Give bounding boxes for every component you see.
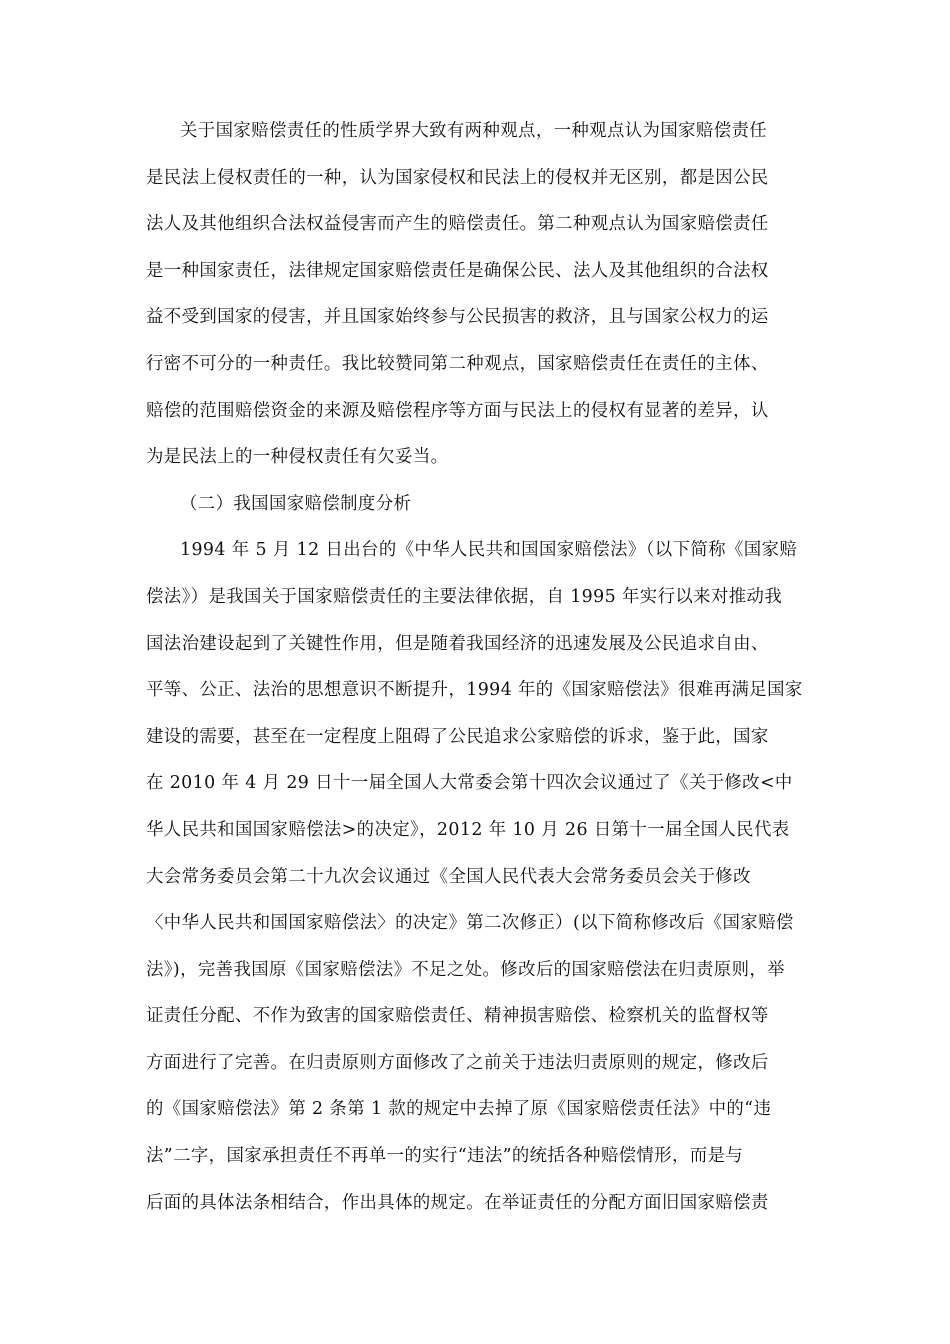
paragraph-compensation-law-analysis: [146, 527, 808, 1226]
text-line: 法》)，完善我国原《国家赔偿法》不足之处。修改后的国家赔偿法在归责原则，举: [146, 959, 785, 980]
text-line: 1994 年 5 月 12 日出台的《中华人民共和国国家赔偿法》（以下简称《国家赔: [180, 540, 798, 561]
text-line: 在 2010 年 4 月 29 日十一届全国人大常委会第十四次会议通过了《关于修改<中: [146, 773, 793, 794]
text-line: 华人民共和国国家赔偿法>的决定》，2012 年 10 月 26 日第十一届全国人民代表: [146, 819, 790, 840]
text-line: 证责任分配、不作为致害的国家赔偿责任、精神损害赔偿、检察机关的监督权等: [146, 1006, 769, 1027]
text-line: 是一种国家责任，法律规定国家赔偿责任是确保公民、法人及其他组织的合法权: [146, 260, 769, 281]
text-line: 后面的具体法条相结合，作出具体的规定。在举证责任的分配方面旧国家赔偿责: [146, 1192, 769, 1213]
text-line: 方面进行了完善。在归责原则方面修改了之前关于违法归责原则的规定，修改后: [146, 1052, 769, 1073]
text-line: 为是民法上的一种侵权责任有欠妥当。: [146, 447, 449, 468]
document-body: [146, 108, 808, 1226]
text-line: 建设的需要，甚至在一定程度上阻碍了公民追求公家赔偿的诉求，鉴于此，国家: [146, 726, 769, 747]
text-line: 赔偿的范围赔偿资金的来源及赔偿程序等方面与民法上的侵权有显著的差异，认: [146, 400, 769, 421]
text-line: 国法治建设起到了关键性作用，但是随着我国经济的迅速发展及公民追求自由、: [146, 633, 769, 654]
text-line: 行密不可分的一种责任。我比较赞同第二种观点，国家赔偿责任在责任的主体、: [146, 353, 769, 374]
section-heading: （二）我国国家赔偿制度分析: [180, 493, 412, 514]
text-line: 益不受到国家的侵害，并且国家始终参与公民损害的救济，且与国家公权力的运: [146, 307, 769, 328]
text-line: 偿法》）是我国关于国家赔偿责任的主要法律依据，自 1995 年实行以来对推动我: [146, 586, 783, 607]
text-line: 〈中华人民共和国国家赔偿法〉的决定》第二次修正）(以下简称修改后《国家赔偿: [146, 913, 794, 934]
text-line: 平等、公正、法治的思想意识不断提升，1994 年的《国家赔偿法》很难再满足国家: [146, 680, 803, 701]
paragraph-state-compensation-nature: [146, 108, 808, 481]
text-line: 法”二字，国家承担责任不再单一的实行“违法”的统括各种赔偿情形，而是与: [146, 1146, 744, 1167]
text-line: 法人及其他组织合法权益侵害而产生的赔偿责任。第二种观点认为国家赔偿责任: [146, 214, 769, 235]
section-heading-block: [146, 481, 808, 528]
text-line: 是民法上侵权责任的一种，认为国家侵权和民法上的侵权并无区别，都是因公民: [146, 167, 769, 188]
text-line: 关于国家赔偿责任的性质学界大致有两种观点，一种观点认为国家赔偿责任: [180, 121, 768, 141]
text-line: 大会常务委员会第二十九次会议通过《全国人民代表大会常务委员会关于修改: [146, 866, 751, 887]
text-line: 的《国家赔偿法》第 2 条第 1 款的规定中去掉了原《国家赔偿责任法》中的“违: [146, 1099, 772, 1120]
